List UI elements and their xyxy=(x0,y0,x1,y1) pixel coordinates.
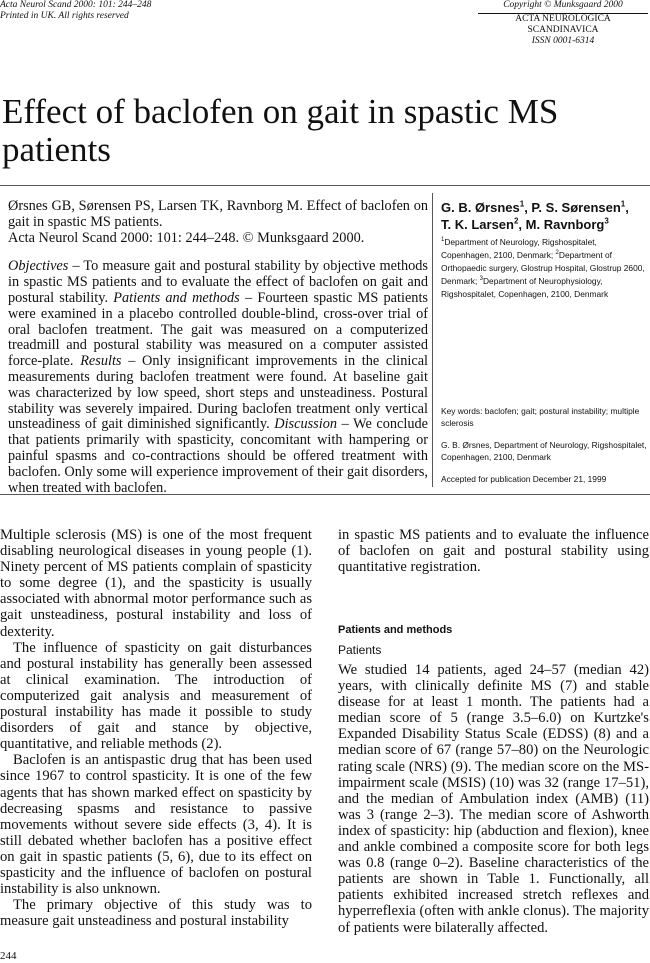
body-paragraph: Baclofen is an antispastic drug that has been used since 1967 to control spasticity. It is one of the few agents that has shown marked effect on spasticity by decreasing spasms and resistance to passive movements without severe side effects (3, 4). It is still debated whether baclofen has a positive effect on gait in spastic patients (5, 6), due to its effect on spasticity and the influence of baclofen on postural instability is also unknown. xyxy=(0,752,312,898)
body-paragraph: The primary objective of this study was to measure gait unsteadiness and postural instability xyxy=(0,897,312,930)
body-paragraph: in spastic MS patients and to evaluate the influence of baclofen on gait and postural stability using quantitative registration. xyxy=(338,527,649,576)
body-column-right xyxy=(338,662,649,936)
abstract-citation xyxy=(8,199,428,246)
body-paragraph: The influence of spasticity on gait disturbances and postural instability has generally been assessed at clinical examination. The introduction of computerized gait analysis and measurement of postural instability has made it possible to study disorders of gait and stance by objective, quantitative, and reliable methods (2). xyxy=(0,639,312,753)
discussion-label: Discussion xyxy=(274,416,338,433)
author-orsnes: G. B. Ørsnes xyxy=(441,200,520,215)
section-heading: Patients and methods xyxy=(338,624,453,636)
author-line-1 xyxy=(441,199,647,216)
author-line-2 xyxy=(441,216,647,233)
printed-notice: Printed in UK. All rights reserved xyxy=(0,11,129,21)
running-header-right xyxy=(478,0,648,47)
author-affil-mark: 1 xyxy=(519,199,525,209)
abstract-citation-journal: Acta Neurol Scand 2000: 101: 244–248. © Munksgaard 2000. xyxy=(8,229,365,246)
journal-citation: Acta Neurol Scand 2000: 101: 244–248 xyxy=(0,0,152,10)
body-column-right-top xyxy=(338,527,649,575)
correspondence: G. B. Ørsnes, Department of Neurology, Rigshospitalet, Copenhagen, 2100, Denmark xyxy=(441,440,647,462)
keywords: Key words: baclofen; gait; postural instability; multiple sclerosis xyxy=(441,406,640,428)
body-paragraph: Multiple sclerosis (MS) is one of the most frequent disabling neurological diseases in young people (1). Ninety percent of MS patients complain of spasticity to some degree (1), and the spasticity is usually associated with abnormal motor performance such as gait unsteadiness, postural instability and loss of dexterity. xyxy=(0,527,312,640)
results-text: – Only insignificant improvements in the clinical measurements during baclofen treatment were found. At baseline gait was characterized by low speed, short steps and unsteadiness. Postural stability was severely impaired. During baclofen treatment only vertical unsteadiness of gait diminished significantly. xyxy=(8,353,429,433)
header-rule xyxy=(478,13,648,14)
journal-name-line1: ACTA NEUROLOGICA xyxy=(515,14,611,24)
body-column-left xyxy=(0,527,312,929)
author-affil-mark: 2 xyxy=(513,216,519,226)
page-number: 244 xyxy=(0,950,17,962)
article-title: Effect of baclofen on gait in spastic MS patients xyxy=(2,92,559,169)
author-affil-mark: 3 xyxy=(604,216,609,226)
author-separator: , xyxy=(625,200,629,215)
results-label: Results xyxy=(80,353,122,370)
body-paragraph: We studied 14 patients, aged 24–57 (median 42) years, with clinically definite MS (7) and stable disease for at least 1 month. The patients had a median score of 5 (range 3.5–6.0) on Kurtzke's Expanded Disability Status Scale (EDSS) (8) and a median score of 67 (range 57–80) on the Neurologic rating scale (NRS) (9). The median score on the MS-impairment scale (MSIS) (10) was 32 (range 17–51), and the median of Ambulation index (AMB) (11) was 3 (range 2–3). The median score of Ashworth index of spasticity: hip (abduction and flexion), knee and ankle combined a composite score for both legs was 0.8 (range 0–2). Baseline characteristics of the patients are shown in Table 1. Functionally, all patients exhibited increased stretch reflexes and hyperreflexia (often with ankle clonus). The majority of patients were bilaterally affected. xyxy=(338,662,649,936)
running-header-left xyxy=(0,0,151,22)
abstract xyxy=(8,199,428,496)
copyright-notice: Copyright © Munksgaard 2000 xyxy=(503,0,623,10)
affiliation-2: Department of Orthopaedic surgery, Glostrup Hospital, Glostrup 2600, Denmark; xyxy=(441,250,645,286)
author-affil-mark: 1 xyxy=(620,199,626,209)
discussion-text: – We conclude that patients primarily with spasticity, concomitant with hampering or painful spasms and co-contractions should be offered treatment with baclofen. Only some will experience improvement of their gait disorders, when treated with baclofen. xyxy=(8,416,428,496)
patients-methods-text: – Fourteen spastic MS patients were examined in a placebo controlled double-blind, cross-over trial of oral baclofen treatment. The gait was measured on a computerized treadmill and postural stability was measured on a computer assisted force-plate. xyxy=(8,289,428,370)
abstract-citation-text: Ørsnes GB, Sørensen PS, Larsen TK, Ravnborg M. Effect of baclofen on gait in spastic MS patients. xyxy=(8,198,428,230)
author-larsen: T. K. Larsen xyxy=(441,217,514,232)
abstract-box-top-rule xyxy=(0,185,650,186)
subsection-heading: Patients xyxy=(338,643,382,657)
affil-mark: 1 xyxy=(441,237,445,244)
journal-name-line2: SCANDINAVICA xyxy=(527,25,599,35)
objectives-text: – To measure gait and postural stability by objective methods in spastic MS patients and to evaluate the effect of baclofen on gait and postural stability. xyxy=(8,258,428,306)
affil-mark: 3 xyxy=(479,276,483,283)
objectives-label: Objectives xyxy=(8,258,69,275)
author-list xyxy=(441,199,647,233)
patients-methods-label: Patients and methods xyxy=(113,289,240,306)
affiliation-3: Department of Neurophysiology, Rigshospitalet, Copenhagen, 2100, Denmark xyxy=(441,276,609,299)
author-ravnborg: , M. Ravnborg xyxy=(518,217,605,232)
affiliation-1: Department of Neurology, Rigshospitalet, Copenhagen, 2100, Denmark; xyxy=(441,237,597,260)
accepted-date: Accepted for publication December 21, 1999 xyxy=(441,474,607,484)
abstract-body xyxy=(8,259,428,496)
affiliations xyxy=(441,236,649,301)
abstract-box-divider xyxy=(432,193,433,487)
author-sorensen: , P. S. Sørensen xyxy=(524,200,621,215)
issn: ISSN 0001-6314 xyxy=(531,36,595,46)
affil-mark: 2 xyxy=(555,250,559,257)
